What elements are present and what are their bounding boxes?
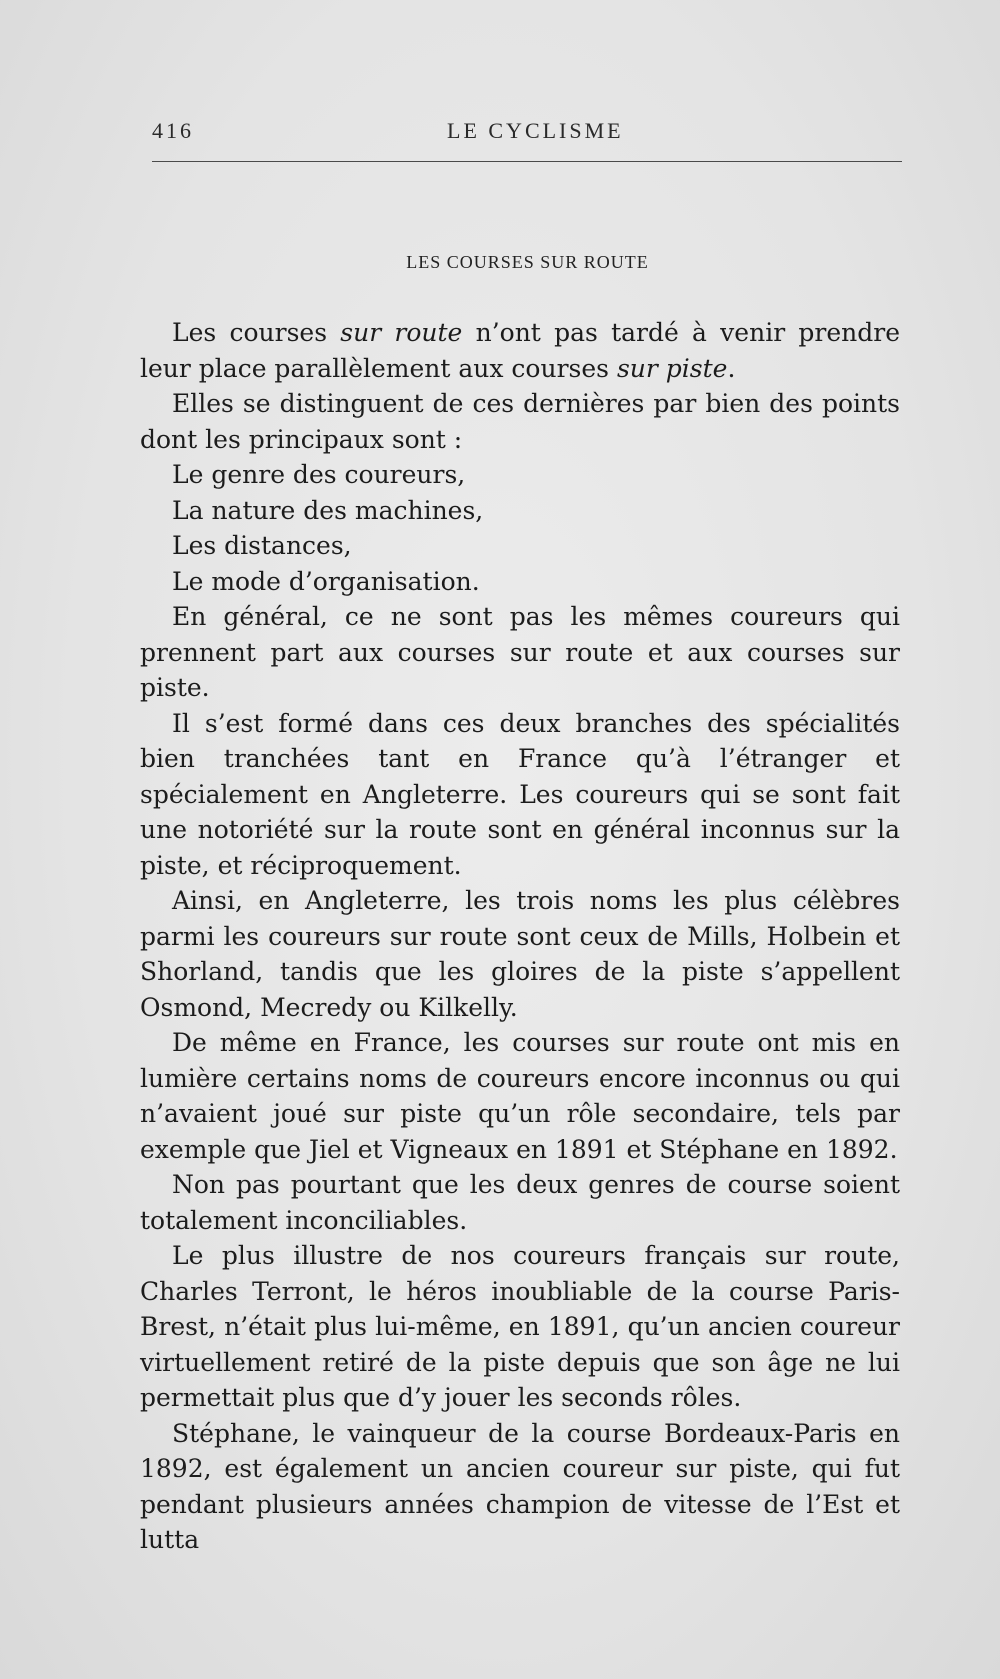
list-line: Le mode d’organisation. bbox=[172, 566, 480, 596]
header-rule bbox=[152, 161, 902, 162]
running-head bbox=[152, 118, 902, 148]
body-text bbox=[140, 315, 900, 1558]
page-number: 416 bbox=[152, 118, 194, 143]
list-line: La nature des machines, bbox=[172, 495, 484, 525]
paragraph: Le plus illustre de nos coureurs français sur route, Charles Terront, le héros inoubliable de la course Paris-Brest, n’était plus lui-même, en 1891, qu’un ancien coureur virtuellement retiré de la piste depuis que son âge ne lui permettait plus que d’y jouer les seconds rôles. bbox=[140, 1241, 900, 1412]
list-line: Les distances, bbox=[172, 531, 352, 560]
section-heading: LES COURSES SUR ROUTE bbox=[406, 252, 649, 272]
paragraph: Elles se distinguent de ces dernières par bien des points dont les principaux sont : bbox=[140, 389, 900, 454]
list-line: Le genre des coureurs, bbox=[172, 460, 466, 489]
italic-phrase: sur piste bbox=[616, 353, 728, 383]
italic-phrase: sur route bbox=[340, 318, 463, 347]
paragraph: Non pas pourtant que les deux genres de course soient totalement inconciliables. bbox=[140, 1170, 900, 1235]
paragraph: Ainsi, en Angleterre, les trois noms les plus célèbres parmi les coureurs sur route sont ceux de Mills, Holbein et Shorland, tandis que les gloires de la piste s’appellent Osmond, Mecredy ou Kilkelly. bbox=[140, 886, 900, 1022]
paragraph: Il s’est formé dans ces deux branches des spécialités bien tranchées tant en France qu’à l’étranger et spécialement en Angleterre. Les coureurs qui se sont fait une notoriété sur la route sont en général inconnus sur la piste, et réciproquement. bbox=[140, 708, 900, 880]
running-title: LE CYCLISME bbox=[447, 118, 624, 143]
paragraph-intro: Les courses sur route n’ont pas tardé à venir prendre leur place parallèlement aux courses sur piste. bbox=[140, 318, 900, 383]
paragraph: En général, ce ne sont pas les mêmes coureurs qui prennent part aux courses sur route et aux courses sur piste. bbox=[140, 602, 900, 702]
paragraph: Stéphane, le vainqueur de la course Bordeaux-Paris en 1892, est également un ancien coureur sur piste, qui fut pendant plusieurs années champion de vitesse de l’Est et lutta bbox=[140, 1418, 900, 1554]
paragraph: De même en France, les courses sur route ont mis en lumière certains noms de coureurs encore inconnus ou qui n’avaient joué sur piste qu’un rôle secondaire, tels par exemple que Jiel et Vigneaux en 1891 et Stéphane en 1892. bbox=[140, 1028, 900, 1164]
